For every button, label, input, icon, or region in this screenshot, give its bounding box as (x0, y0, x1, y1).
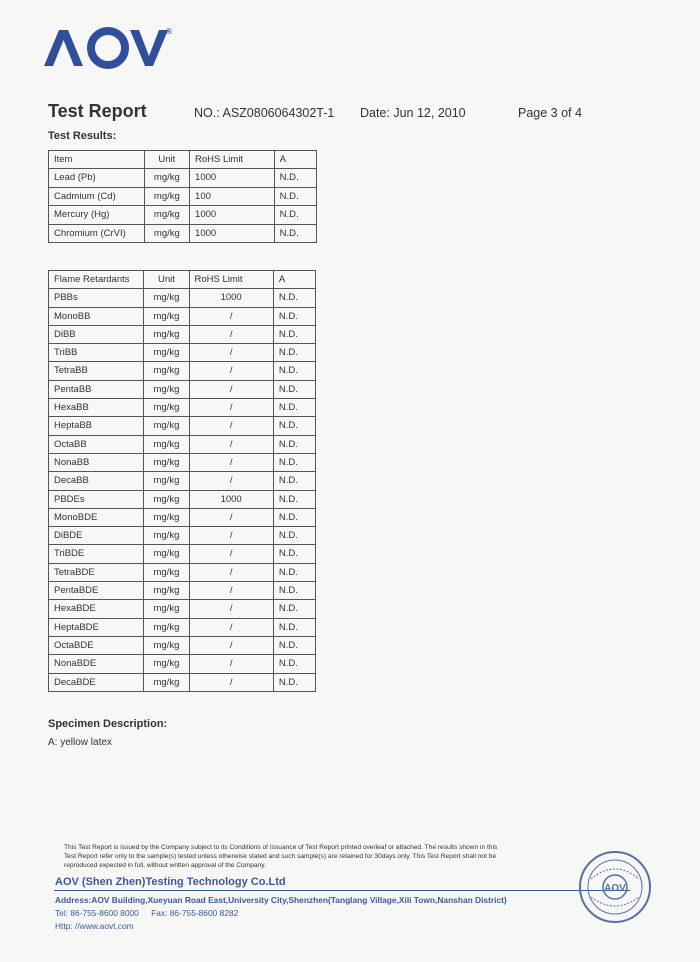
table-cell: N.D. (273, 362, 315, 380)
table-cell: Chromium (CrVI) (49, 224, 145, 242)
table-cell: N.D. (273, 325, 315, 343)
table-cell: HexaBDE (49, 600, 144, 618)
table-cell: mg/kg (144, 224, 189, 242)
table-cell: / (189, 472, 273, 490)
table-row (49, 307, 316, 325)
flame-retardants-table (48, 270, 316, 692)
company-website[interactable]: Http: //www.aovt.com (55, 921, 134, 931)
table-row (49, 344, 316, 362)
table-cell: mg/kg (144, 169, 189, 187)
column-header: Flame Retardants (49, 271, 144, 289)
table-row (49, 187, 317, 205)
table-row (49, 582, 316, 600)
table-cell: mg/kg (144, 289, 189, 307)
table-cell: N.D. (273, 490, 315, 508)
table-cell: mg/kg (144, 417, 189, 435)
table-cell: mg/kg (144, 472, 189, 490)
table-cell: / (189, 545, 273, 563)
table-cell: N.D. (274, 206, 316, 224)
table-cell: / (189, 600, 273, 618)
table-cell: HeptaBB (49, 417, 144, 435)
table-cell: mg/kg (144, 435, 189, 453)
table-cell: N.D. (273, 618, 315, 636)
table-cell: / (189, 453, 273, 471)
table-row (49, 563, 316, 581)
table-row (49, 325, 316, 343)
table-cell: N.D. (273, 453, 315, 471)
table-row (49, 417, 316, 435)
table-cell: TriBB (49, 344, 144, 362)
table-cell: N.D. (273, 289, 315, 307)
table-cell: N.D. (273, 563, 315, 581)
table-cell: mg/kg (144, 362, 189, 380)
table-cell: HeptaBDE (49, 618, 144, 636)
table-cell: MonoBB (49, 307, 144, 325)
table-cell: N.D. (273, 417, 315, 435)
table-row (49, 362, 316, 380)
table-cell: DecaBDE (49, 673, 144, 691)
table-cell: PBBs (49, 289, 144, 307)
table-cell: N.D. (273, 508, 315, 526)
table-cell: / (189, 508, 273, 526)
table-cell: N.D. (273, 655, 315, 673)
table-cell: NonaBDE (49, 655, 144, 673)
specimen-description-label: Specimen Description: (48, 718, 168, 730)
table-row (49, 636, 316, 654)
table-cell: / (189, 636, 273, 654)
table-cell: mg/kg (144, 380, 189, 398)
table-row (49, 435, 316, 453)
table-row (49, 655, 316, 673)
table-header-row (49, 151, 317, 169)
table-cell: / (189, 655, 273, 673)
heavy-metals-table (48, 150, 317, 243)
table-row (49, 399, 316, 417)
table-cell: OctaBB (49, 435, 144, 453)
table-row (49, 600, 316, 618)
table-cell: N.D. (273, 582, 315, 600)
column-header: Item (49, 151, 145, 169)
table-cell: mg/kg (144, 325, 189, 343)
table-row (49, 224, 317, 242)
table-cell: 1000 (190, 224, 275, 242)
table-row (49, 527, 316, 545)
table-cell: N.D. (273, 435, 315, 453)
table-cell: mg/kg (144, 453, 189, 471)
table-cell: N.D. (274, 187, 316, 205)
table-cell: mg/kg (144, 206, 189, 224)
table-cell: N.D. (273, 600, 315, 618)
table-cell: 1000 (190, 169, 275, 187)
table-row (49, 289, 316, 307)
table-cell: 1000 (189, 490, 273, 508)
company-address: Address:AOV Building,Xueyuan Road East,University City,Shenzhen(Tanglang Village,Xili Town,Nanshan District) (55, 895, 507, 905)
table-cell: mg/kg (144, 636, 189, 654)
table-cell: PentaBDE (49, 582, 144, 600)
table-cell: / (189, 563, 273, 581)
table-cell: mg/kg (144, 545, 189, 563)
company-seal-icon (577, 849, 653, 925)
table-row (49, 545, 316, 563)
table-cell: PBDEs (49, 490, 144, 508)
table-cell: DecaBB (49, 472, 144, 490)
table-cell: N.D. (274, 169, 316, 187)
table-cell: NonaBB (49, 453, 144, 471)
table-cell: mg/kg (144, 508, 189, 526)
table-cell: N.D. (273, 673, 315, 691)
svg-text:®: ® (165, 27, 173, 36)
table-cell: TetraBDE (49, 563, 144, 581)
disclaimer-text (64, 843, 624, 870)
table-cell: PentaBB (49, 380, 144, 398)
company-tel: Tel: 86-755-8600 8000 (55, 908, 139, 918)
table-cell: DiBDE (49, 527, 144, 545)
table-cell: mg/kg (144, 618, 189, 636)
table-cell: mg/kg (144, 600, 189, 618)
company-name: AOV (Shen Zhen)Testing Technology Co.Ltd (55, 876, 286, 888)
table-cell: mg/kg (144, 582, 189, 600)
column-header: RoHS Limit (189, 271, 273, 289)
table-cell: / (189, 362, 273, 380)
column-header: Unit (144, 271, 189, 289)
specimen-description-text: A: yellow latex (48, 737, 112, 748)
company-fax: Fax: 86-755-8600 8282 (151, 908, 239, 918)
table-cell: 1000 (190, 206, 275, 224)
table-cell: mg/kg (144, 655, 189, 673)
table-cell: DiBB (49, 325, 144, 343)
disclaimer-line: This Test Report is issued by the Company subject to its Conditions of Issuance of Test Report printed overleaf or attached. The results shown in this (64, 844, 498, 851)
table-cell: N.D. (273, 380, 315, 398)
table-cell: HexaBB (49, 399, 144, 417)
table-cell: / (189, 527, 273, 545)
table-header-row (49, 271, 316, 289)
table-cell: mg/kg (144, 673, 189, 691)
table-cell: mg/kg (144, 344, 189, 362)
table-cell: TriBDE (49, 545, 144, 563)
table-cell: N.D. (273, 472, 315, 490)
table-row (49, 206, 317, 224)
table-row (49, 618, 316, 636)
table-cell: N.D. (273, 527, 315, 545)
table-cell: MonoBDE (49, 508, 144, 526)
table-cell: N.D. (273, 636, 315, 654)
table-cell: Lead (Pb) (49, 169, 145, 187)
report-date: Date: Jun 12, 2010 (360, 106, 466, 120)
table-row (49, 508, 316, 526)
table-row (49, 380, 316, 398)
table-cell: TetraBB (49, 362, 144, 380)
table-cell: / (189, 582, 273, 600)
column-header: A (274, 151, 316, 169)
table-cell: / (189, 417, 273, 435)
table-cell: Mercury (Hg) (49, 206, 145, 224)
column-header: A (273, 271, 315, 289)
test-results-label: Test Results: (48, 130, 117, 142)
table-cell: N.D. (273, 399, 315, 417)
table-cell: mg/kg (144, 563, 189, 581)
table-cell: / (189, 380, 273, 398)
company-divider (54, 890, 630, 891)
table-cell: OctaBDE (49, 636, 144, 654)
table-cell: mg/kg (144, 527, 189, 545)
table-cell: / (189, 325, 273, 343)
table-cell: N.D. (273, 344, 315, 362)
column-header: RoHS Limit (190, 151, 275, 169)
table-cell: / (189, 344, 273, 362)
table-cell: N.D. (274, 224, 316, 242)
disclaimer-line: reproduced expected in full, without written approval of the Company. (64, 862, 266, 869)
seal-text: AOV (604, 883, 626, 894)
table-cell: 100 (190, 187, 275, 205)
report-title: Test Report (48, 101, 147, 121)
disclaimer-line: Test Report refer only to the sample(s) tested unless otherwise stated and such sample(s) are retained for 30days only. This Test Report shall not be (64, 853, 497, 860)
table-row (49, 453, 316, 471)
table-row (49, 673, 316, 691)
table-cell: N.D. (273, 307, 315, 325)
company-contact (55, 908, 248, 918)
report-number: NO.: ASZ0806064302T-1 (194, 106, 335, 120)
aov-logo (42, 26, 177, 70)
table-cell: mg/kg (144, 399, 189, 417)
table-cell: / (189, 399, 273, 417)
table-cell: / (189, 435, 273, 453)
table-row (49, 490, 316, 508)
table-cell: / (189, 618, 273, 636)
table-cell: mg/kg (144, 187, 189, 205)
table-row (49, 169, 317, 187)
table-cell: N.D. (273, 545, 315, 563)
table-cell: mg/kg (144, 307, 189, 325)
table-cell: / (189, 307, 273, 325)
column-header: Unit (144, 151, 189, 169)
table-cell: / (189, 673, 273, 691)
page-number: Page 3 of 4 (518, 106, 582, 120)
table-cell: 1000 (189, 289, 273, 307)
table-cell: mg/kg (144, 490, 189, 508)
table-row (49, 472, 316, 490)
table-cell: Cadmium (Cd) (49, 187, 145, 205)
